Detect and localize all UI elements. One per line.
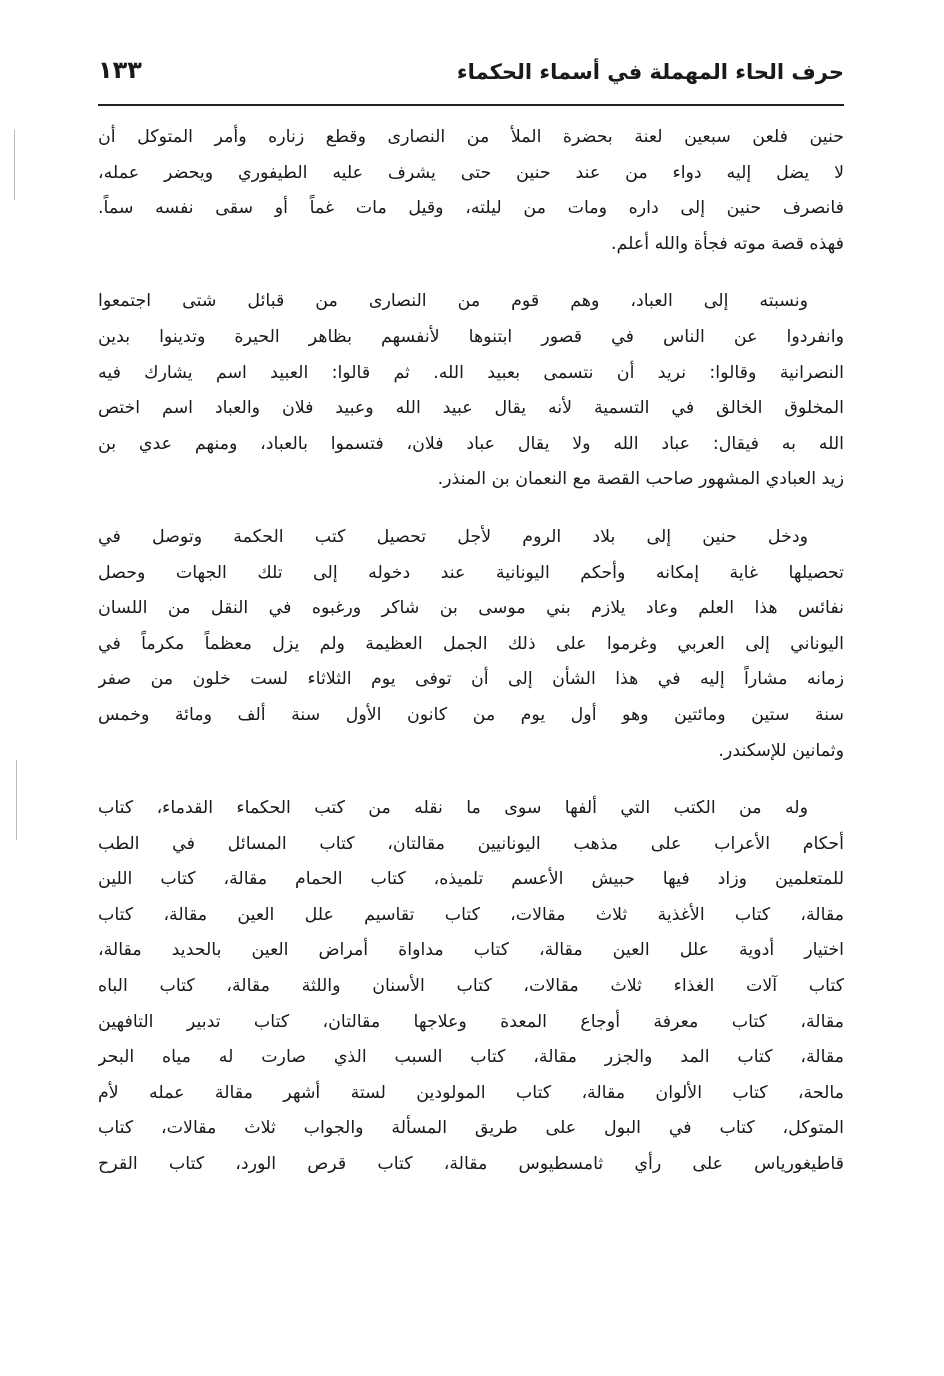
text-line: لا يضل إليه دواء من عند حنين حتى يشرف عليه الطيفوري ويحضر عمله،: [98, 162, 844, 183]
text-line: مقالة، كتاب الأغذية ثلاث مقالات، كتاب تقاسيم علل العين مقالة، كتاب: [98, 904, 844, 925]
scan-edge-mark: [14, 130, 15, 200]
text-line: حنين فلعن سبعين لعنة بحضرة الملأ من النصارى وقطع زناره وأمر المتوكل أن: [98, 127, 844, 147]
text-line: أحكام الأعراب على مذهب اليونانيين مقالتان، كتاب المسائل في الطب: [98, 833, 844, 854]
text-line: زيد العبادي المشهور صاحب القصة مع النعمان بن المنذر.: [437, 469, 844, 490]
text-line: مالحة، كتاب الألوان مقالة، كتاب المولودين لستة أشهر مقالة عمله لأم: [98, 1082, 844, 1103]
running-header: [98, 56, 844, 96]
text-line: مقالة، كتاب المد والجزر مقالة، كتاب السبب الذي صارت له مياه البحر: [98, 1047, 844, 1068]
text-line: زمانه مشاراً إليه في هذا الشأن إلى أن توفى يوم الثلاثاء لست خلون من صفر: [98, 669, 844, 690]
text-line: كتاب آلات الغذاء ثلاث مقالات، كتاب الأسنان واللثة مقالة، كتاب الباه: [98, 976, 844, 997]
text-line: وثمانين للإسكندر.: [718, 740, 844, 761]
text-line: وله من الكتب التي ألفها سوى ما نقله من كتب الحكماء القدماء، كتاب: [98, 798, 808, 819]
paragraph-2: [98, 284, 844, 498]
text-line: ونسبته إلى العباد، وهم قوم من النصارى من قبائل شتى اجتمعوا: [98, 291, 808, 312]
text-line: المخلوق الخالق في التسمية لأنه يقال عبيد الله وعبيد فلان والعباد اسم اختص: [98, 398, 844, 419]
paragraph-3: [98, 520, 844, 769]
text-line: سنة ستين ومائتين وهو أول يوم من كانون الأول سنة ألف ومائة وخمس: [98, 704, 844, 725]
text-line: فهذه قصة موته فجأة والله أعلم.: [610, 233, 844, 254]
text-line: فانصرف حنين إلى داره ومات من ليلته، وقيل مات غماً أو سقى نفسه سماً.: [98, 198, 844, 219]
text-line: وانفردوا عن الناس في قصور ابتنوها لأنفسهم بظاهر الحيرة وتدينوا بدين: [98, 326, 844, 347]
text-line: تحصيلها غاية إمكانه وأحكم اليونانية عند دخوله إلى تلك الجهات وحصل: [98, 562, 844, 583]
text-line: اليوناني إلى العربي وغرموا على ذلك الجمل العظيمة ولم يزل معظماً مكرماً في: [98, 633, 844, 654]
text-line: اختيار أدوية علل العين مقالة، كتاب مداواة أمراض العين بالحديد مقالة،: [98, 940, 844, 961]
scan-edge-mark: [16, 760, 17, 840]
text-line: الله به فيقال: عباد الله ولا يقال عباد فلان، فتسموا بالعباد، ومنهم عدي بن: [98, 433, 844, 454]
header-rule: [98, 104, 844, 106]
text-line: للمتعلمين وزاد فيها حبيش الأعسم تلميذه، كتاب الحمام مقالة، كتاب اللين: [98, 869, 844, 890]
text-line: نفائس هذا العلم وعاد يلازم بني موسى بن شاكر ورغبوه في النقل من اللسان: [98, 598, 844, 619]
text-line: النصرانية وقالوا: نريد أن نتسمى بعبيد الله. ثم قالوا: العبيد اسم يشارك فيه: [98, 362, 844, 383]
text-line: قاطيغورياس على رأي ثامسطيوس مقالة، كتاب قرص الورد، كتاب القرح: [98, 1154, 844, 1175]
text-line: مقالة، كتاب معرفة أوجاع المعدة وعلاجها مقالتان، كتاب تدبير التافهين: [98, 1011, 844, 1032]
paragraph-1: [98, 120, 844, 262]
chapter-title: حرف الحاء المهملة في أسماء الحكماء: [456, 60, 844, 84]
paragraph-4: [98, 791, 844, 1183]
text-line: المتوكل، كتاب في البول على طريق المسألة والجواب ثلاث مقالات، كتاب: [98, 1118, 844, 1139]
body-text: [98, 120, 844, 1183]
page-number: ١٣٣: [98, 56, 142, 84]
text-line: ودخل حنين إلى بلاد الروم لأجل تحصيل كتب الحكمة وتوصل في: [98, 526, 808, 547]
